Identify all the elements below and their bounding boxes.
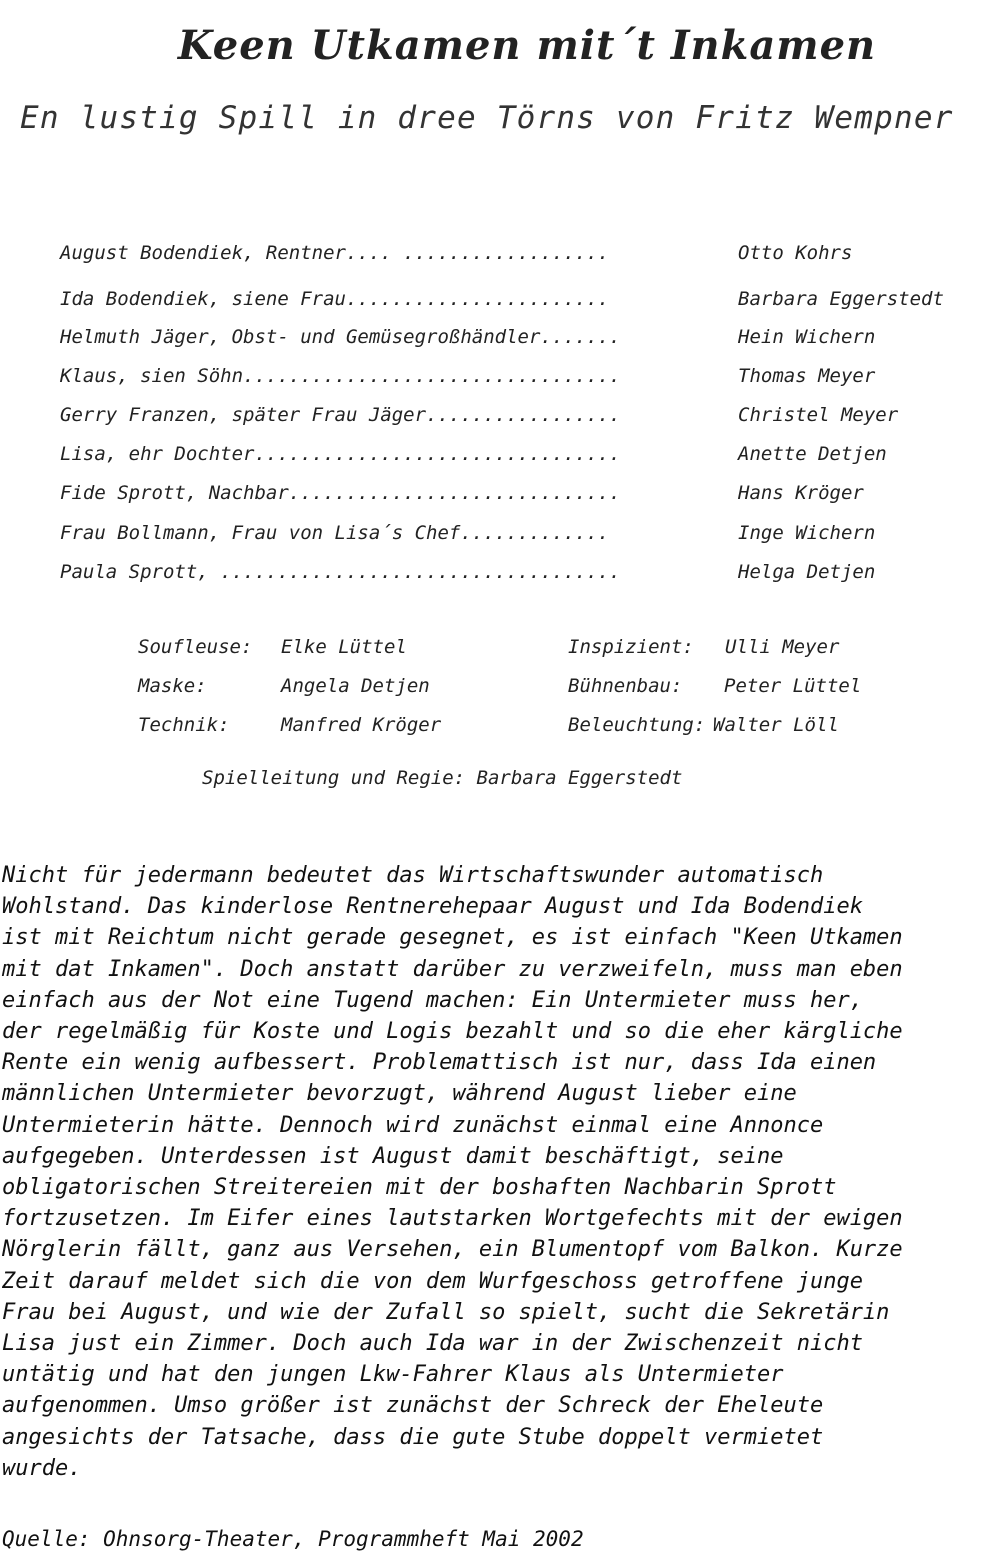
cast-actor: Barbara Eggerstedt [738,288,944,310]
cast-row [60,365,1000,395]
synopsis-line: Rente ein wenig aufbessert. Problemattisch ist nur, dass Ida einen [2,1050,877,1076]
synopsis-text [2,860,992,1484]
synopsis-line: untätig und hat den jungen Lkw-Fahrer Klaus als Untermieter [2,1362,784,1388]
crew-value: Ulli Meyer [725,636,840,658]
cast-role: Lisa, ehr Dochter................................ [60,443,621,465]
cast-row [60,522,1000,552]
synopsis-line: wurde. [2,1455,82,1481]
synopsis-line: Zeit darauf meldet sich die von dem Wurfgeschoss getroffene junge [2,1268,863,1294]
synopsis-line: der regelmäßig für Koste und Logis bezahlt und so die eher kärgliche [2,1019,903,1045]
cast-role: Frau Bollmann, Frau von Lisa´s Chef............. [60,522,610,544]
synopsis-line: angesichts der Tatsache, dass die gute Stube doppelt vermietet [2,1424,824,1450]
cast-actor: Christel Meyer [738,404,899,426]
cast-actor: Otto Kohrs [738,242,853,264]
direction-credit: Spielleitung und Regie: Barbara Eggerstedt [202,767,683,789]
cast-row [60,482,1000,512]
synopsis-line: Nörglerin fällt, ganz aus Versehen, ein Blumentopf vom Balkon. Kurze [2,1237,903,1263]
cast-role: Paula Sprott, ................................... [60,561,621,583]
synopsis-line: fortzusetzen. Im Eifer eines lautstarken Wortgefechts mit der ewigen [2,1206,903,1232]
page-subtitle: En lustig Spill in dree Törns von Fritz Wempner [20,100,954,136]
synopsis-line: Untermieterin hätte. Dennoch wird zunächst einmal eine Annonce [2,1112,824,1138]
cast-actor: Thomas Meyer [738,365,876,387]
synopsis-line: einfach aus der Not eine Tugend machen: Ein Untermieter muss her, [2,987,863,1013]
crew-label: Soufleuse: [138,636,253,658]
crew-list [0,636,1006,756]
cast-role: August Bodendiek, Rentner.... .................. [60,242,610,264]
source-note: Quelle: Ohnsorg-Theater, Programmheft Mai 2002 [2,1527,584,1551]
synopsis-line: Lisa just ein Zimmer. Doch auch Ida war in der Zwischenzeit nicht [2,1331,863,1357]
crew-label: Inspizient: [568,636,694,658]
crew-value: Peter Lüttel [724,675,862,697]
cast-row [60,443,1000,473]
cast-actor: Anette Detjen [738,443,887,465]
cast-row [60,242,1000,272]
synopsis-line: männlichen Untermieter bevorzugt, während August lieber eine [2,1081,797,1107]
cast-role: Helmuth Jäger, Obst- und Gemüsegroßhändler....... [60,326,621,348]
crew-value: Elke Lüttel [281,636,407,658]
cast-actor: Helga Detjen [738,561,876,583]
cast-role: Gerry Franzen, später Frau Jäger................. [60,404,621,426]
crew-value: Angela Detjen [281,675,430,697]
synopsis-line: Wohlstand. Das kinderlose Rentnerehepaar August und Ida Bodendiek [2,894,863,920]
cast-row [60,288,1000,318]
cast-actor: Hans Kröger [738,482,864,504]
cast-row [60,404,1000,434]
cast-actor: Inge Wichern [738,522,876,544]
synopsis-line: aufgenommen. Umso größer ist zunächst der Schreck der Eheleute [2,1393,824,1419]
crew-label: Maske: [138,675,207,697]
cast-role: Fide Sprott, Nachbar............................. [60,482,621,504]
synopsis-line: ist mit Reichtum nicht gerade gesegnet, es ist einfach "Keen Utkamen [2,925,903,951]
synopsis-line: Nicht für jedermann bedeutet das Wirtschaftswunder automatisch [2,863,824,888]
crew-label: Beleuchtung: [568,714,706,736]
cast-row [60,561,1000,591]
crew-label: Technik: [138,714,230,736]
crew-value: Walter Löll [713,714,839,736]
synopsis-line: mit dat Inkamen". Doch anstatt darüber zu verzweifeln, muss man eben [2,956,903,982]
page-title: Keen Utkamen mit´t Inkamen [177,22,877,69]
cast-role: Klaus, sien Söhn................................. [60,365,621,387]
synopsis-line: obligatorischen Streitereien mit der boshaften Nachbarin Sprott [2,1175,837,1201]
cast-actor: Hein Wichern [738,326,876,348]
cast-row [60,326,1000,356]
crew-label: Bühnenbau: [568,675,683,697]
cast-role: Ida Bodendiek, siene Frau....................... [60,288,610,310]
synopsis-line: aufgegeben. Unterdessen ist August damit beschäftigt, seine [2,1143,784,1169]
synopsis-line: Frau bei August, und wie der Zufall so spielt, sucht die Sekretärin [2,1299,890,1325]
crew-value: Manfred Kröger [281,714,442,736]
